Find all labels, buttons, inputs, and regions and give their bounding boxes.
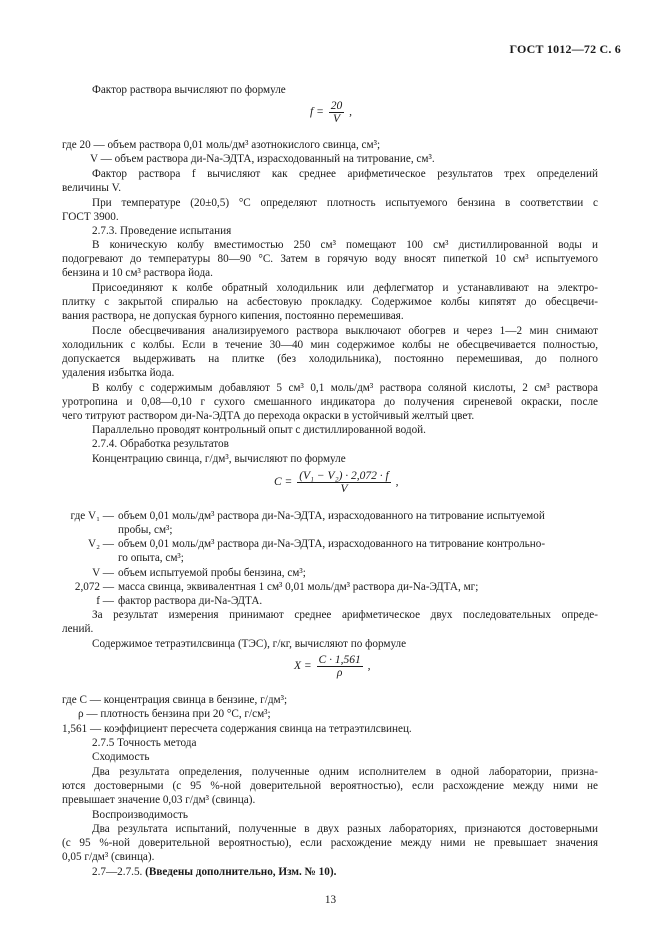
definition-text: го опыта, см³; [118,552,184,564]
definition-symbol: где V₁ — [70,510,114,522]
paragraph-line: Два результата определения, полученные одним исполнителем в одной лаборатории, призна- [92,766,598,778]
paragraph-line: В коническую колбу вместимостью 250 см³ помещают 100 см³ дистиллированной воды и [92,239,598,251]
formula-numerator: 20 [330,100,343,112]
paragraph-line: Фактор раствора вычисляют по формуле [92,84,286,96]
definition-line: 1,561 — коэффициент пересчета содержания свинца на тетраэтилсвинец. [62,723,412,735]
paragraph-line: вания раствора, не допуская бурного кипения, постоянно перемешивая. [62,310,404,322]
definition-line: где 20 — объем раствора 0,01 моль/дм³ азотнокислого свинца, см³; [62,139,381,151]
definition-line: V — объем раствора ди-Na-ЭДТА, израсходованный на титрование, см³. [90,153,435,165]
definition-text: фактор раствора ди-Na-ЭДТА. [118,595,263,607]
paragraph-line: подогревают до температуры 80—90 °С. Затем в горячую воду вносят пипеткой 10 см³ испытуемого [62,253,598,265]
amendment-text: (Введены дополнительно, Изм. № 10). [145,866,337,878]
formula-tail: , [367,660,371,673]
paragraph-line: Два результата испытаний, полученные в двух разных лабораториях, признаются достоверными [92,823,598,835]
paragraph-line: чего титруют раствором ди-Na-ЭДТА до перехода окраски в устойчивый желтый цвет. [62,410,475,422]
formula-fraction [297,470,391,495]
paragraph-line: бензина и 10 см³ раствора йода. [62,267,213,279]
definition-text: масса свинца, эквивалентная 1 см³ 0,01 моль/дм³ раствора ди-Na-ЭДТА, мг; [118,581,479,593]
definition-text: объем 0,01 моль/дм³ раствора ди-Na-ЭДТА, израсходованного на титрование испытуемой [118,510,545,522]
paragraph-line: Содержимое тетраэтилсвинца (ТЭС), г/кг, вычисляют по формуле [92,638,407,650]
definition-symbol: V₂ — [88,538,114,550]
definition-line: ρ — плотность бензина при 20 °С, г/см³; [78,708,271,720]
definition-symbol: 2,072 — [74,581,114,593]
formula-denominator: ρ [336,667,343,679]
formula-lhs: f = [310,106,324,119]
formula-lhs: X = [294,660,312,673]
formula-tail: , [349,106,352,119]
definition-text: объем испытуемой пробы бензина, см³; [118,567,306,579]
paragraph-line: ются достоверными (с 95 %-ной доверительной вероятностью), если расхождение между ними не [62,780,598,792]
formula-fraction [329,100,345,125]
formula-denominator: V [332,113,340,125]
formula-factor [310,100,352,125]
section-heading: 2.7.5 Точность метода [92,737,197,749]
paragraph-line: Параллельно проводят контрольный опыт с дистиллированной водой. [92,424,426,436]
formula-lead-concentration [274,470,398,495]
definition-symbol: f — [96,595,114,607]
amendment-note [92,865,598,879]
subsection-heading: Воспроизводимость [92,809,188,821]
paragraph-line: величины V. [62,182,122,194]
paragraph-line: После обесцвечивания анализируемого раствора выключают обогрев и через 1—2 мин снимают [92,325,598,337]
paragraph-line: допускается выдерживать на плитке (без холодильника), постоянно перемешивая, до полного [62,353,598,365]
paragraph-line: ГОСТ 3900. [62,211,119,223]
section-heading: 2.7.3. Проведение испытания [92,225,232,237]
formula-lhs: C = [274,476,293,489]
definition-text: объем 0,01 моль/дм³ раствора ди-Na-ЭДТА, израсходованного на титрование контрольно- [118,538,546,550]
paragraph-line: уротропина и 0,08—0,10 г сухого смешанного индикатора до получения сиреневой окраски, после [62,396,598,408]
definition-symbol: V — [92,567,114,579]
paragraph-line: В колбу с содержимым добавляют 5 см³ 0,1 моль/дм³ раствора соляной кислоты, 2 см³ раствора [92,382,598,394]
paragraph-line: Присоединяют к колбе обратный холодильник или дефлегматор и устанавливают на электро- [92,282,598,294]
paragraph-line: холодильник с колбы. Если в течение 30—40 мин содержимое колбы не обесцвечивается полностью, [62,339,598,351]
paragraph-line: удаления избытка йода. [62,367,175,379]
paragraph-line: (с 95 %-ной доверительной вероятностью), если расхождение между ними не превышает значения [62,837,598,849]
section-heading: 2.7.4. Обработка результатов [92,438,229,450]
paragraph-line: Концентрацию свинца, г/дм³, вычисляют по формуле [92,453,346,465]
paragraph-line: При температуре (20±0,5) °С определяют плотность испытуемого бензина в соответствии с [92,197,598,209]
formula-fraction [317,654,363,679]
formula-denominator: V [340,483,348,495]
paragraph-line: Фактор раствора f вычисляют как среднее арифметическое результатов трех определений [92,168,598,180]
page-number: 13 [324,894,337,906]
subsection-heading: Сходимость [92,751,150,763]
paragraph-line: За результат измерения принимают среднее арифметическое двух последовательных опреде- [92,609,598,621]
paragraph-line: плитку с закрытой спиралью на асбестовую прокладку. Содержимое колбы кипятят до обесцвечи- [62,296,598,308]
formula-tail: , [395,476,399,489]
paragraph-line: 0,05 г/дм³ (свинца). [62,851,155,863]
page-header: ГОСТ 1012—72 С. 6 [509,42,621,56]
formula-numerator: (V₁ − V₂) · 2,072 · f [299,470,389,482]
formula-numerator: C · 1,561 [318,654,361,666]
paragraph-line: превышает значение 0,03 г/дм³ (свинца). [62,794,256,806]
formula-tel-content [294,654,370,679]
amendment-range: 2.7—2.7.5. [92,866,143,878]
definition-line: где C — концентрация свинца в бензине, г/дм³; [62,694,288,706]
definition-text: пробы, см³; [118,524,173,536]
paragraph-line: лений. [62,623,94,635]
